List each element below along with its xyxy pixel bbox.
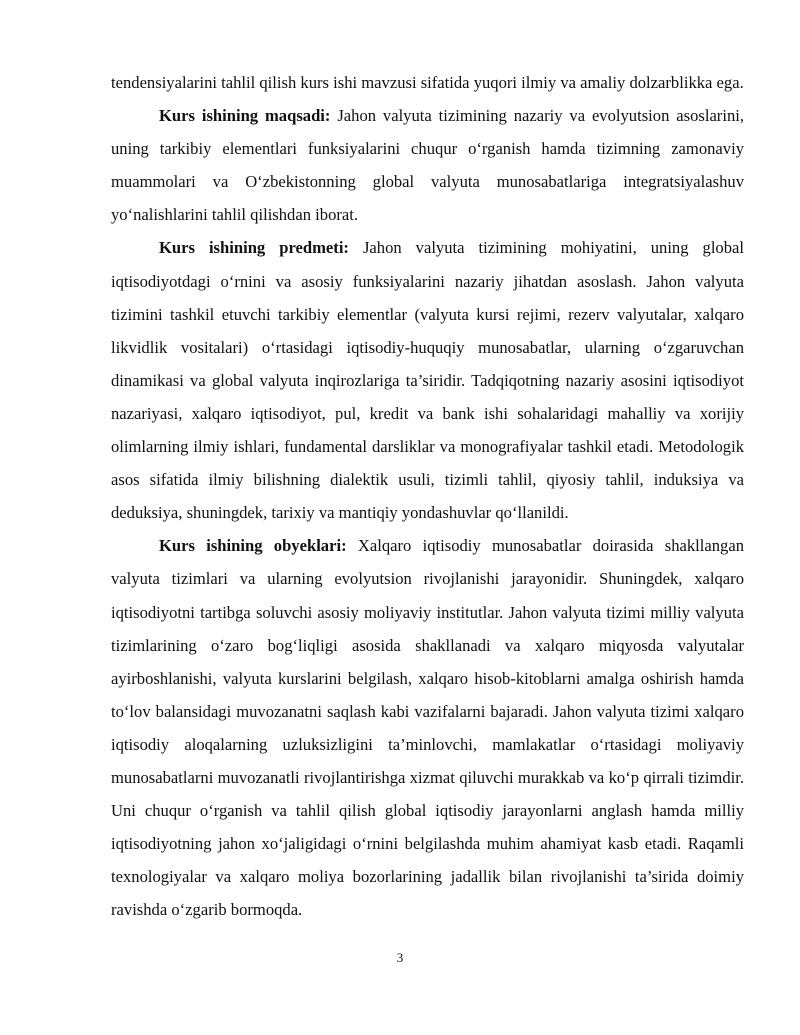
paragraph-heading-objects: Kurs ishining obyeklari: bbox=[159, 536, 347, 556]
paragraph-intro-continuation bbox=[111, 66, 744, 99]
paragraph-text: tendensiyalarini tahlil qilish kurs ishi mavzusi sifatida yuqori ilmiy va amaliy dolzarblikka ega. bbox=[111, 73, 744, 92]
paragraph-objects bbox=[111, 529, 744, 926]
page-number: 3 bbox=[396, 950, 404, 965]
paragraph-text: Xalqaro iqtisodiy munosabatlar doirasida shakllangan valyuta tizimlari va ularning evolyutsion rivojlanishi jarayonidir. Shuningdek, xalqaro iqtisodiyotni tartibga soluvchi asosiy moliyaviy institutlar. Jahon valyuta tizimi milliy valyuta tizimlarining o‘zaro bog‘liqligi asosida shakllanadi va xalqaro miqyosda valyutalar ayirboshlanishi, valyuta kurslarini belgilash, xalqaro hisob-kitoblarni amalga oshirish hamda to‘lov balansidagi muvozanatni saqlash kabi vazifalarni bajaradi. Jahon valyuta tizimi xalqaro iqtisodiy aloqalarning uzluksizligini ta’minlovchi, mamlakatlar o‘rtasidagi moliyaviy munosabatlarni muvozanatli rivojlantirishga xizmat qiluvchi murakkab va ko‘p qirrali tizimdir. Uni chuqur o‘rganish va tahlil qilish global iqtisodiy jarayonlarni anglash hamda milliy iqtisodiyotning jahon xo‘jaligidagi o‘rnini belgilashda muhim ahamiyat kasb etadi. Raqamli texnologiyalar va xalqaro moliya bozorlarining jadallik bilan rivojlanishi ta’sirida doimiy ravishda o‘zgarib bormoqda. bbox=[111, 536, 744, 920]
paragraph-text: Jahon valyuta tizimining mohiyatini, uning global iqtisodiyotdagi o‘rnini va asosiy funksiyalarini nazariy jihatdan asoslash. Jahon valyuta tizimini tashkil etuvchi tarkibiy elementlar (valyuta kursi rejimi, rezerv valyutalar, xalqaro likvidlik vositalari) o‘rtasidagi iqtisodiy-huquqiy munosabatlar, ularning o‘zgaruvchan dinamikasi va global valyuta inqirozlariga ta’siridir. Tadqiqotning nazariy asosini iqtisodiyot nazariyasi, xalqaro iqtisodiyot, pul, kredit va bank ishi sohalaridagi mahalliy va xorijiy olimlarning ilmiy ishlari, fundamental darsliklar va monografiyalar tashkil etadi. Metodologik asos sifatida ilmiy bilishning dialektik usuli, tizimli tahlil, qiyosiy tahlil, induksiya va deduksiya, shuningdek, tarixiy va mantiqiy yondashuvlar qo‘llanildi. bbox=[111, 238, 744, 523]
paragraph-text: Jahon valyuta tizimining nazariy va evolyutsion asoslarini, uning tarkibiy elementlari funksiyalarini chuqur o‘rganish hamda tizimning zamonaviy muammolari va O‘zbekistonning global valyuta munosabatlariga integratsiyalashuv yo‘nalishlarini tahlil qilishdan iborat. bbox=[111, 106, 744, 225]
paragraph-heading-subject: Kurs ishining predmeti: bbox=[159, 238, 349, 258]
paragraph-heading-goal: Kurs ishining maqsadi: bbox=[159, 106, 331, 126]
paragraph-goal bbox=[111, 99, 744, 231]
body-text bbox=[111, 66, 744, 926]
paragraph-subject bbox=[111, 231, 744, 529]
